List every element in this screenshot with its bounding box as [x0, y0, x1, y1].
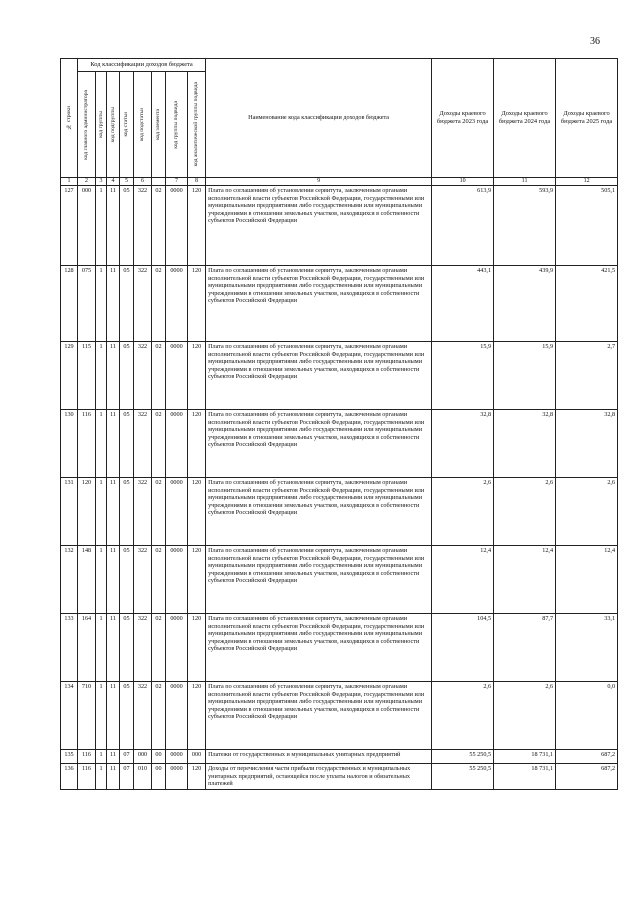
code-admin-cell: 116	[78, 750, 96, 764]
table-row	[61, 410, 618, 478]
header-2024: Доходы краевого бюджета 2024 года	[494, 59, 556, 178]
row-number-cell: 134	[61, 682, 78, 750]
code-element-cell: 02	[152, 478, 166, 546]
code-analytic-group-cell: 120	[188, 478, 206, 546]
header-code-subarticle	[134, 72, 152, 178]
column-number: 12	[556, 178, 618, 186]
table-body	[61, 186, 618, 790]
revenue-2025-cell: 33,1	[556, 614, 618, 682]
header-code-analytic-group-label: код аналитической группы подвида	[193, 82, 200, 167]
header-code-subgroup-label: код подгруппы	[109, 106, 116, 143]
revenue-2023-cell: 2,6	[432, 682, 494, 750]
revenue-2025-cell: 687,2	[556, 764, 618, 790]
table-row	[61, 682, 618, 750]
revenue-2024-cell: 593,9	[494, 186, 556, 266]
revenue-2023-cell: 15,9	[432, 342, 494, 410]
row-number-cell: 131	[61, 478, 78, 546]
row-number-cell: 129	[61, 342, 78, 410]
revenue-2024-cell: 2,6	[494, 682, 556, 750]
column-number: 1	[61, 178, 78, 186]
code-subtype-group-cell: 0000	[166, 750, 188, 764]
header-code-group	[96, 72, 107, 178]
column-number: 10	[432, 178, 494, 186]
revenue-2023-cell: 32,8	[432, 410, 494, 478]
table-row	[61, 266, 618, 342]
code-analytic-group-cell: 120	[188, 266, 206, 342]
header-2023: Доходы краевого бюджета 2023 года	[432, 59, 494, 178]
revenue-name-cell: Плата по соглашениям об установлении сервитута, заключенным органами исполнительной власти субъектов Российской Федерации, государственными или муниципальными предприятиями либо государственными или муниципальными учреждениями в отношении земельных участков, находящихся в собственности субъектов Российской Федерации	[206, 342, 432, 410]
code-subtype-group-cell: 0000	[166, 478, 188, 546]
code-admin-cell: 120	[78, 478, 96, 546]
code-admin-cell: 115	[78, 342, 96, 410]
code-analytic-group-cell: 120	[188, 764, 206, 790]
code-element-cell: 02	[152, 342, 166, 410]
code-subtype-group-cell: 0000	[166, 682, 188, 750]
revenue-name-cell: Плата по соглашениям об установлении сервитута, заключенным органами исполнительной власти субъектов Российской Федерации, государственными или муниципальными предприятиями либо государственными или муниципальными учреждениями в отношении земельных участков, находящихся в собственности субъектов Российской Федерации	[206, 410, 432, 478]
code-group-cell: 1	[96, 342, 107, 410]
code-analytic-group-cell: 120	[188, 410, 206, 478]
header-code-element-label: код элемента	[155, 109, 162, 140]
column-number: 4	[107, 178, 120, 186]
revenue-name-cell: Плата по соглашениям об установлении сервитута, заключенным органами исполнительной власти субъектов Российской Федерации, государственными или муниципальными предприятиями либо государственными или муниципальными учреждениями в отношении земельных участков, находящихся в собственности субъектов Российской Федерации	[206, 546, 432, 614]
revenue-2025-cell: 2,7	[556, 342, 618, 410]
code-group-cell: 1	[96, 764, 107, 790]
code-admin-cell: 710	[78, 682, 96, 750]
revenue-2023-cell: 12,4	[432, 546, 494, 614]
row-number-cell: 130	[61, 410, 78, 478]
column-number: 8	[188, 178, 206, 186]
code-subarticle-cell: 000	[134, 750, 152, 764]
revenue-2025-cell: 505,1	[556, 186, 618, 266]
header-row-number	[61, 59, 78, 178]
revenue-2024-cell: 18 731,1	[494, 750, 556, 764]
code-subgroup-cell: 11	[107, 266, 120, 342]
code-admin-cell: 075	[78, 266, 96, 342]
code-subtype-group-cell: 0000	[166, 764, 188, 790]
revenue-2023-cell: 104,5	[432, 614, 494, 682]
code-article-cell: 05	[120, 614, 134, 682]
revenue-2023-cell: 55 250,5	[432, 750, 494, 764]
code-subarticle-cell: 322	[134, 410, 152, 478]
code-subgroup-cell: 11	[107, 342, 120, 410]
code-subarticle-cell: 010	[134, 764, 152, 790]
header-code-admin-label: код главного администратора	[83, 89, 90, 160]
code-admin-cell: 000	[78, 186, 96, 266]
revenue-name-cell: Платежи от государственных и муниципальных унитарных предприятий	[206, 750, 432, 764]
code-admin-cell: 116	[78, 764, 96, 790]
code-element-cell: 02	[152, 546, 166, 614]
code-subarticle-cell: 322	[134, 682, 152, 750]
code-group-cell: 1	[96, 410, 107, 478]
row-number-cell: 128	[61, 266, 78, 342]
header-code-subtype-group-label: код группы подвида	[173, 100, 180, 149]
code-group-cell: 1	[96, 546, 107, 614]
header-code-admin	[78, 72, 96, 178]
code-subarticle-cell: 322	[134, 266, 152, 342]
code-subtype-group-cell: 0000	[166, 410, 188, 478]
table-row	[61, 342, 618, 410]
header-code-article	[120, 72, 134, 178]
revenue-2023-cell: 443,1	[432, 266, 494, 342]
revenue-2024-cell: 18 731,1	[494, 764, 556, 790]
revenue-2025-cell: 687,2	[556, 750, 618, 764]
row-number-cell: 132	[61, 546, 78, 614]
code-article-cell: 07	[120, 750, 134, 764]
code-article-cell: 05	[120, 546, 134, 614]
code-subtype-group-cell: 0000	[166, 186, 188, 266]
table-row	[61, 614, 618, 682]
code-subtype-group-cell: 0000	[166, 614, 188, 682]
revenue-2023-cell: 613,9	[432, 186, 494, 266]
revenue-2025-cell: 0,0	[556, 682, 618, 750]
code-article-cell: 05	[120, 410, 134, 478]
revenue-name-cell: Доходы от перечисления части прибыли государственных и муниципальных унитарных предприятий, остающейся после уплаты налогов и обязательных платежей	[206, 764, 432, 790]
revenue-2024-cell: 15,9	[494, 342, 556, 410]
column-number	[152, 178, 166, 186]
revenue-2025-cell: 421,5	[556, 266, 618, 342]
column-number: 3	[96, 178, 107, 186]
code-article-cell: 07	[120, 764, 134, 790]
code-subarticle-cell: 322	[134, 478, 152, 546]
code-analytic-group-cell: 120	[188, 682, 206, 750]
code-group-cell: 1	[96, 750, 107, 764]
code-element-cell: 02	[152, 614, 166, 682]
budget-table-container	[60, 58, 617, 790]
header-row-number-label: № строки	[65, 106, 72, 130]
code-subgroup-cell: 11	[107, 614, 120, 682]
table-row	[61, 478, 618, 546]
code-group-cell: 1	[96, 186, 107, 266]
revenue-2024-cell: 32,8	[494, 410, 556, 478]
code-element-cell: 02	[152, 186, 166, 266]
code-article-cell: 05	[120, 478, 134, 546]
revenue-2023-cell: 2,6	[432, 478, 494, 546]
revenue-name-cell: Плата по соглашениям об установлении сервитута, заключенным органами исполнительной власти субъектов Российской Федерации, государственными или муниципальными предприятиями либо государственными или муниципальными учреждениями в отношении земельных участков, находящихся в собственности субъектов Российской Федерации	[206, 614, 432, 682]
code-analytic-group-cell: 120	[188, 546, 206, 614]
row-number-cell: 136	[61, 764, 78, 790]
column-number: 5	[120, 178, 134, 186]
revenue-name-cell: Плата по соглашениям об установлении сервитута, заключенным органами исполнительной власти субъектов Российской Федерации, государственными или муниципальными предприятиями либо государственными или муниципальными учреждениями в отношении земельных участков, находящихся в собственности субъектов Российской Федерации	[206, 186, 432, 266]
revenue-2025-cell: 12,4	[556, 546, 618, 614]
table-row	[61, 764, 618, 790]
code-element-cell: 02	[152, 682, 166, 750]
code-article-cell: 05	[120, 342, 134, 410]
revenue-2024-cell: 87,7	[494, 614, 556, 682]
column-number: 9	[206, 178, 432, 186]
header-code-subtype-group	[166, 72, 188, 178]
code-analytic-group-cell: 000	[188, 750, 206, 764]
revenue-2024-cell: 2,6	[494, 478, 556, 546]
code-admin-cell: 148	[78, 546, 96, 614]
table-row	[61, 546, 618, 614]
revenue-2025-cell: 32,8	[556, 410, 618, 478]
revenue-2025-cell: 2,6	[556, 478, 618, 546]
code-subtype-group-cell: 0000	[166, 546, 188, 614]
code-article-cell: 05	[120, 186, 134, 266]
code-subtype-group-cell: 0000	[166, 266, 188, 342]
header-name: Наименование кода классификации доходов бюджета	[206, 59, 432, 178]
column-number: 6	[134, 178, 152, 186]
code-group-cell: 1	[96, 682, 107, 750]
header-2025: Доходы краевого бюджета 2025 года	[556, 59, 618, 178]
revenue-name-cell: Плата по соглашениям об установлении сервитута, заключенным органами исполнительной власти субъектов Российской Федерации, государственными или муниципальными предприятиями либо государственными или муниципальными учреждениями в отношении земельных участков, находящихся в собственности субъектов Российской Федерации	[206, 266, 432, 342]
row-number-cell: 127	[61, 186, 78, 266]
code-admin-cell: 164	[78, 614, 96, 682]
column-number: 11	[494, 178, 556, 186]
revenue-2023-cell: 55 250,5	[432, 764, 494, 790]
code-element-cell: 02	[152, 266, 166, 342]
code-analytic-group-cell: 120	[188, 614, 206, 682]
budget-revenue-table	[60, 58, 618, 790]
code-subarticle-cell: 322	[134, 186, 152, 266]
header-row-group	[61, 59, 618, 72]
header-code-analytic-group	[188, 72, 206, 178]
code-element-cell: 02	[152, 410, 166, 478]
header-code-group-label: код группы	[98, 111, 104, 138]
code-admin-cell: 116	[78, 410, 96, 478]
code-subgroup-cell: 11	[107, 186, 120, 266]
code-subgroup-cell: 11	[107, 682, 120, 750]
code-subgroup-cell: 11	[107, 764, 120, 790]
code-group-cell: 1	[96, 614, 107, 682]
revenue-2024-cell: 439,9	[494, 266, 556, 342]
table-row	[61, 750, 618, 764]
code-element-cell: 00	[152, 764, 166, 790]
code-element-cell: 00	[152, 750, 166, 764]
column-number: 7	[166, 178, 188, 186]
code-subgroup-cell: 11	[107, 478, 120, 546]
code-subarticle-cell: 322	[134, 614, 152, 682]
revenue-name-cell: Плата по соглашениям об установлении сервитута, заключенным органами исполнительной власти субъектов Российской Федерации, государственными или муниципальными предприятиями либо государственными или муниципальными учреждениями в отношении земельных участков, находящихся в собственности субъектов Российской Федерации	[206, 478, 432, 546]
column-number-row	[61, 178, 618, 186]
table-row	[61, 186, 618, 266]
revenue-name-cell: Плата по соглашениям об установлении сервитута, заключенным органами исполнительной власти субъектов Российской Федерации, государственными или муниципальными предприятиями либо государственными или муниципальными учреждениями в отношении земельных участков, находящихся в собственности субъектов Российской Федерации	[206, 682, 432, 750]
code-subarticle-cell: 322	[134, 546, 152, 614]
header-code-element	[152, 72, 166, 178]
code-subgroup-cell: 11	[107, 410, 120, 478]
header-code-subarticle-label: код подстатьи	[139, 107, 146, 142]
column-number: 2	[78, 178, 96, 186]
code-group-cell: 1	[96, 266, 107, 342]
row-number-cell: 133	[61, 614, 78, 682]
row-number-cell: 135	[61, 750, 78, 764]
code-subgroup-cell: 11	[107, 546, 120, 614]
page-number: 36	[590, 36, 600, 47]
code-subarticle-cell: 322	[134, 342, 152, 410]
code-article-cell: 05	[120, 682, 134, 750]
code-analytic-group-cell: 120	[188, 186, 206, 266]
code-analytic-group-cell: 120	[188, 342, 206, 410]
code-group-cell: 1	[96, 478, 107, 546]
header-code-article-label: код статьи	[123, 112, 130, 137]
code-subgroup-cell: 11	[107, 750, 120, 764]
header-classification-group: Код классификации доходов бюджета	[78, 59, 206, 72]
code-article-cell: 05	[120, 266, 134, 342]
revenue-2024-cell: 12,4	[494, 546, 556, 614]
header-code-subgroup	[107, 72, 120, 178]
code-subtype-group-cell: 0000	[166, 342, 188, 410]
